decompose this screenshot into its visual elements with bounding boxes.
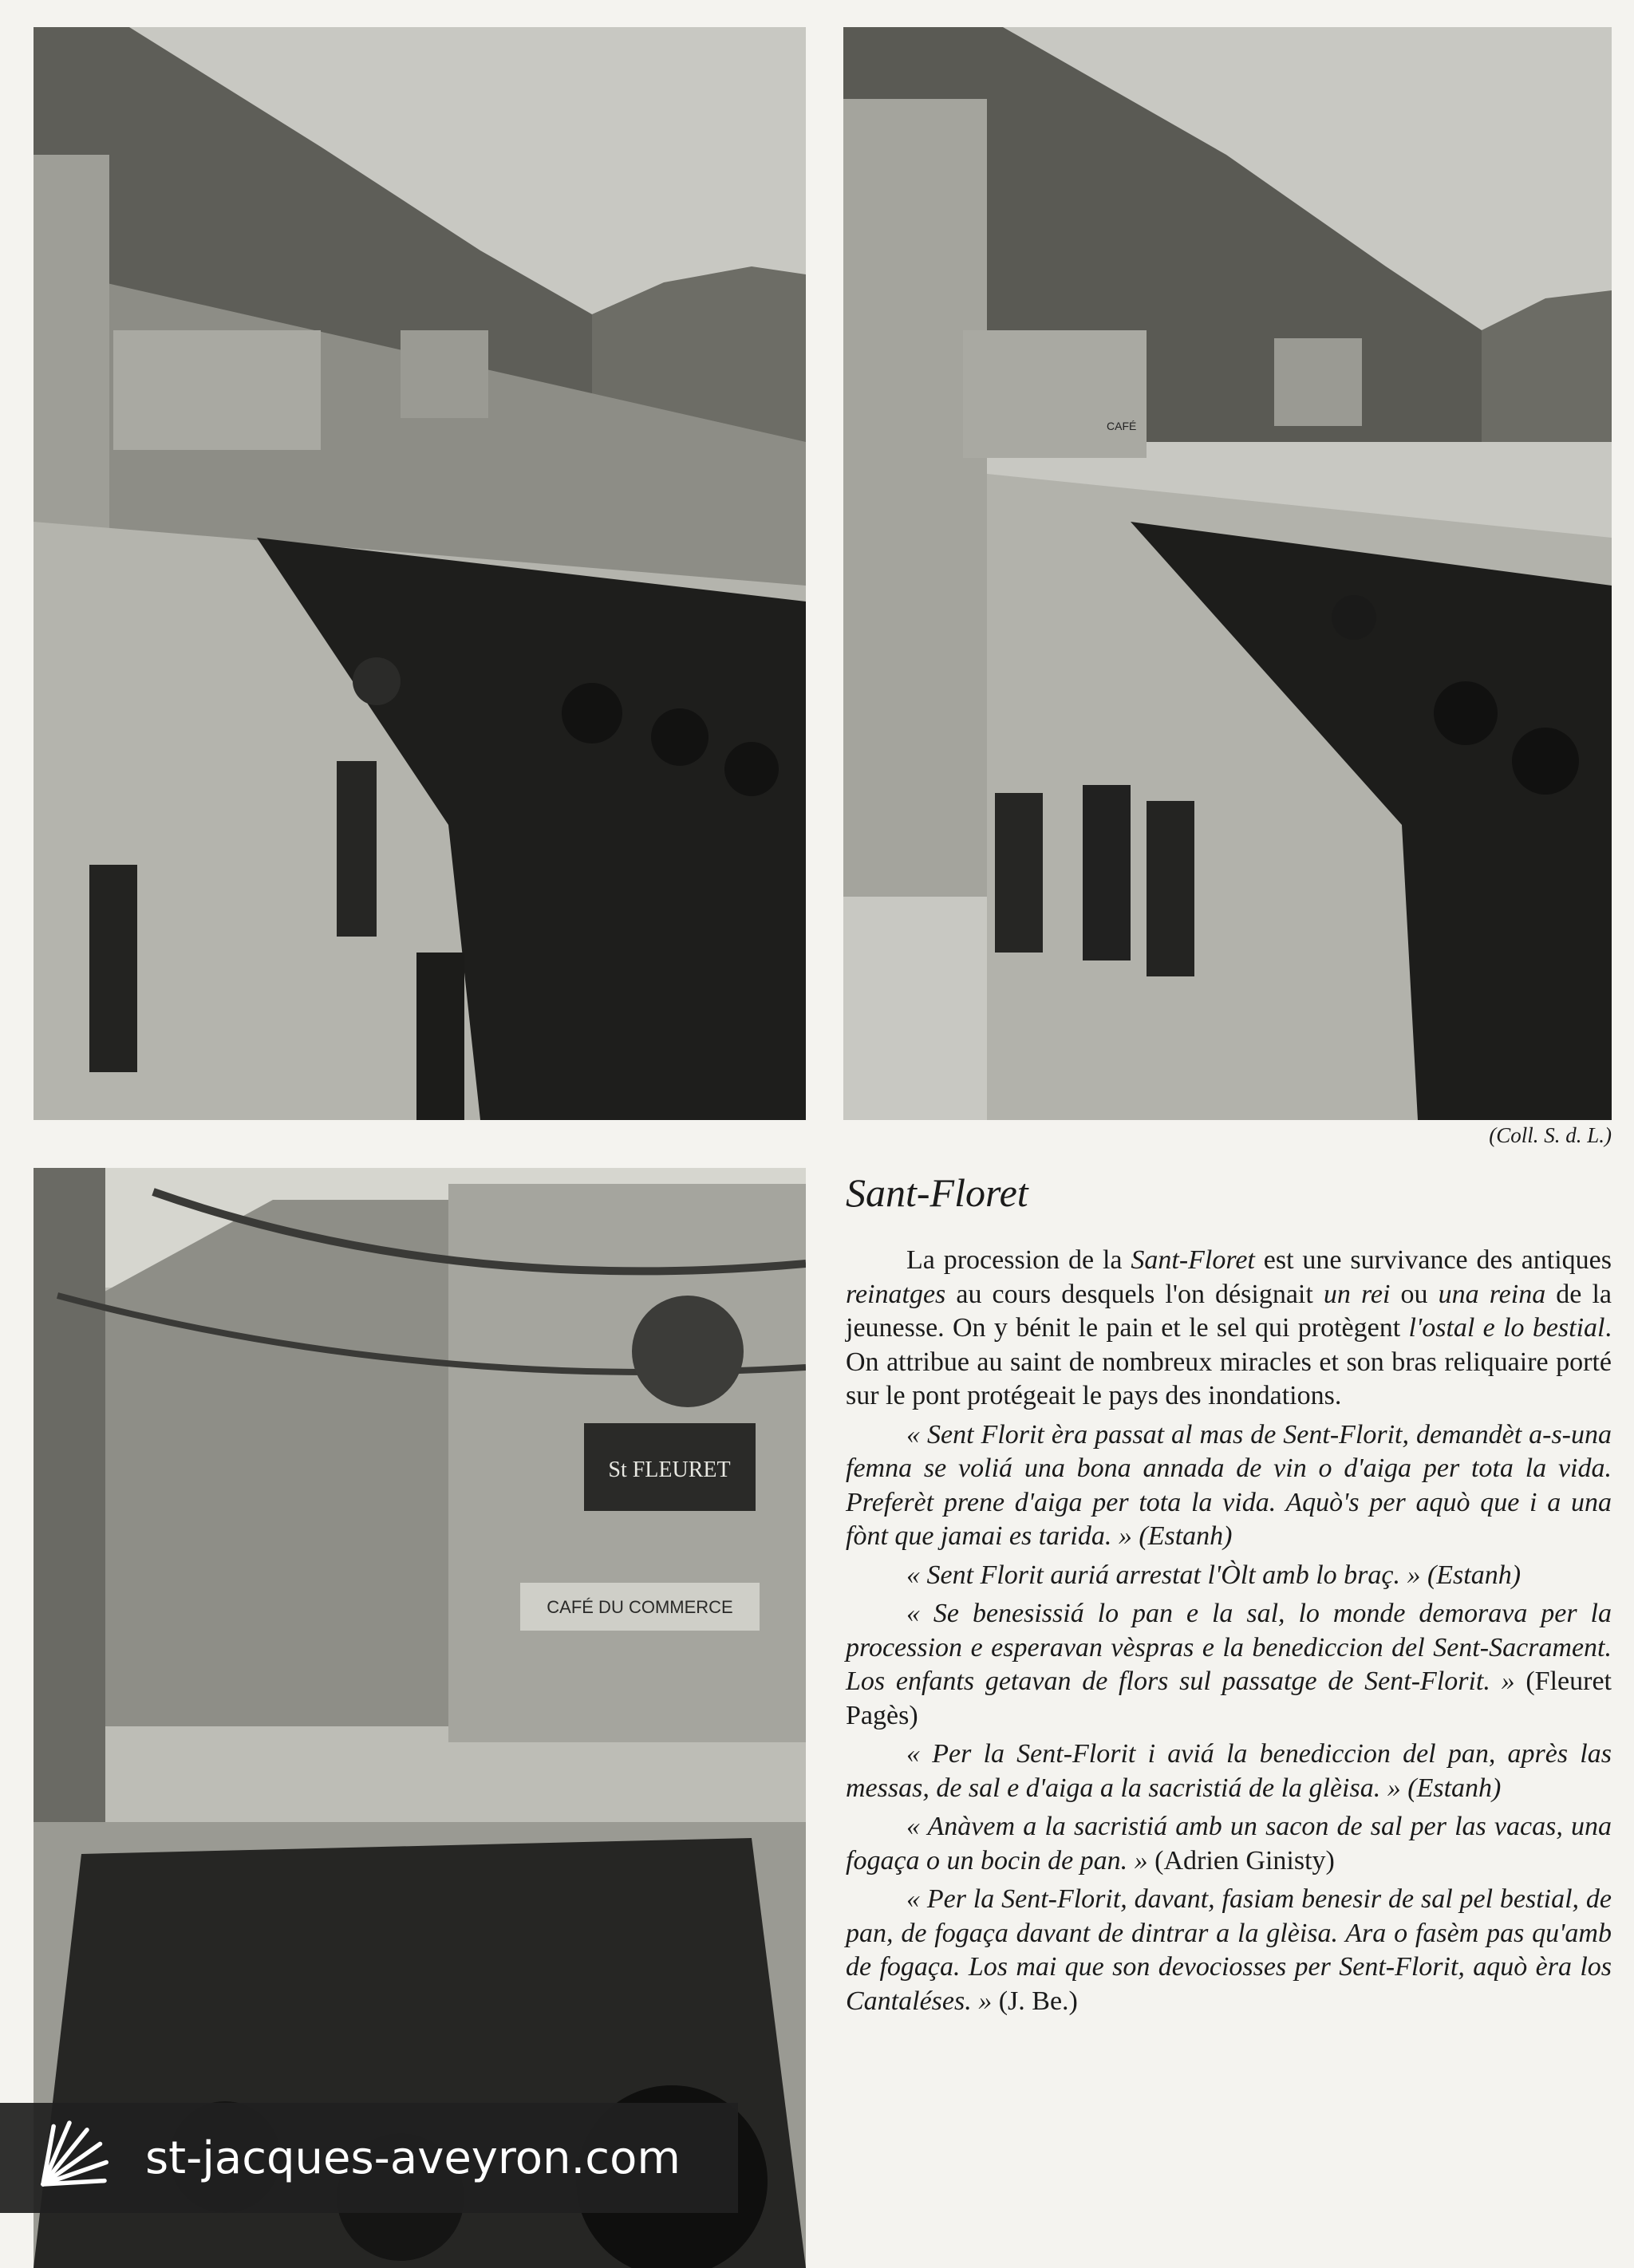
quote-source: (Fleuret Pagès) bbox=[846, 1666, 1612, 1730]
watermark-site-url[interactable]: st-jacques-aveyron.com bbox=[145, 2132, 681, 2184]
banner-text: St FLEURET bbox=[608, 1457, 731, 1482]
quote-list bbox=[846, 1418, 1612, 2019]
intro-segment: La procession de la bbox=[906, 1245, 1131, 1275]
photo-procession-village-street bbox=[843, 27, 1612, 1120]
cafe-sign-right: CAFÉ bbox=[1107, 420, 1137, 432]
article bbox=[846, 1171, 1612, 2023]
quote-paragraph bbox=[846, 1559, 1612, 1593]
quote-paragraph bbox=[846, 1418, 1612, 1554]
intro-segment: . On attribue au saint de nombreux miracles et son bras reliquaire porté sur le pont protégeait le pays des inondations. bbox=[846, 1313, 1612, 1410]
banner-st-fleuret bbox=[584, 1423, 756, 1511]
quote-source: (Adrien Ginisty) bbox=[1147, 1845, 1335, 1876]
intro-segment: Sant-Floret bbox=[1131, 1245, 1255, 1275]
quote-text: « Per la Sent-Florit i aviá la benediccion del pan, après las messas, de sal e d'aiga a la sacristiá de la glèisa. » bbox=[846, 1739, 1612, 1803]
intro-segment: de la jeunesse. On y bénit le pain et le sel qui protègent bbox=[846, 1279, 1612, 1343]
quote-source: (Estanh) bbox=[1131, 1521, 1233, 1551]
intro-segment: una reina bbox=[1438, 1279, 1546, 1309]
quote-text: « Anàvem a la sacristiá amb un sacon de sal per las vacas, una fogaça o un bocin de pan. » bbox=[846, 1812, 1612, 1876]
quote-source: (J. Be.) bbox=[992, 1986, 1078, 2016]
intro-segment: un rei bbox=[1323, 1279, 1391, 1309]
article-title: Sant-Floret bbox=[846, 1170, 1028, 1215]
quote-paragraph bbox=[846, 1883, 1612, 2018]
intro-segment: ou bbox=[1390, 1279, 1439, 1309]
quote-source: (Estanh) bbox=[1400, 1773, 1502, 1803]
intro-segment: l'ostal e lo bestial bbox=[1408, 1313, 1605, 1343]
quote-text: « Sent Florit auriá arrestat l'Òlt amb lo braç. » bbox=[906, 1560, 1421, 1590]
quote-text: « Per la Sent-Florit, davant, fasiam benesir de sal pel bestial, de pan, de fogaça davant de dintrar a la glèisa. Ara o fasèm pas qu'amb de fogaça. Los mai que son devociosses per Sent-Florit, aquò èra los Cantaléses. » bbox=[846, 1884, 1612, 2016]
photo-credit-caption: (Coll. S. d. L.) bbox=[1489, 1123, 1612, 1147]
quote-source: (Estanh) bbox=[1420, 1560, 1522, 1590]
quote-text: « Se benesissiá lo pan e la sal, lo monde demorava per la procession e esperavan vèspras e la benediccion del Sent-Sacrament. Los enfants getavan de flors sul passatge de Sent-Florit. » bbox=[846, 1599, 1612, 1696]
cafe-sign-bottom: CAFÉ DU COMMERCE bbox=[547, 1597, 733, 1617]
quote-paragraph bbox=[846, 1597, 1612, 1733]
intro-segment: est une survivance des antiques bbox=[1254, 1245, 1612, 1275]
site-watermark[interactable] bbox=[0, 2103, 738, 2213]
quote-paragraph bbox=[846, 1810, 1612, 1878]
quote-paragraph bbox=[846, 1737, 1612, 1805]
article-intro bbox=[846, 1244, 1612, 1414]
scallop-shell-icon bbox=[26, 2114, 113, 2202]
intro-segment: au cours desquels l'on désignait bbox=[945, 1279, 1324, 1309]
quote-text: « Sent Florit èra passat al mas de Sent-Florit, demandèt a-s-una femna se voliá una bona annada de vin o d'aiga per tota la vida. Preferèt prene d'aiga per tota la vida. Aquò's per aquò que i a una fònt que jamai es tarida. » bbox=[846, 1419, 1612, 1551]
intro-segment: reinatges bbox=[846, 1279, 946, 1309]
photo-procession-river-road bbox=[34, 27, 806, 1120]
